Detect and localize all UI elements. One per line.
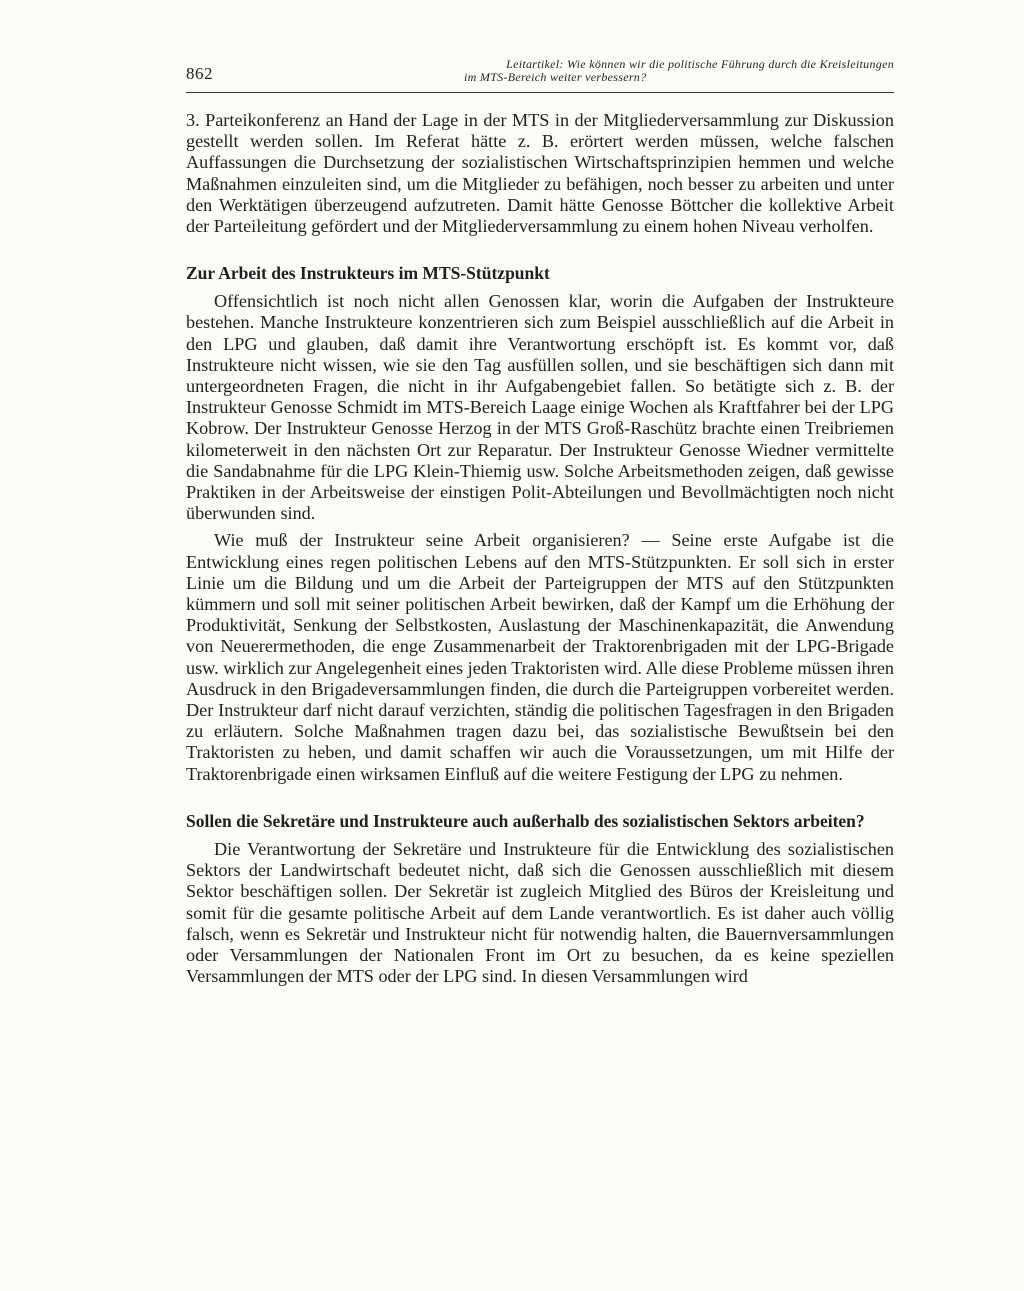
paragraph-1: 3. Parteikonferenz an Hand der Lage in der MTS in der Mitgliederversammlung zur Diskussion gestellt werden sollen. Im Referat hätte z. B. erörtert werden müssen, welche falschen Auffassungen die Durchsetzung der sozialistischen Wirtschaftsprinzipien hemmen und welche Maßnahmen einzuleiten sind, um die Mitglieder zu befähigen, noch besser zu arbeiten und unter den Werktätigen überzeugend aufzutreten. Damit hätte Genosse Böttcher die kollektive Arbeit der Parteileitung gefördert und der Mitgliederversammlung zu einem hohen Niveau verholfen. xyxy=(186,110,894,237)
page-header xyxy=(186,58,894,93)
section-heading-sekretaere: Sollen die Sekretäre und Instrukteure auch außerhalb des sozialistischen Sektors arbeiten? xyxy=(186,810,865,831)
running-head-line-1: Leitartikel: Wie können wir die politische Führung durch die Kreisleitungen xyxy=(506,57,894,71)
paragraph-4: Die Verantwortung der Sekretäre und Instrukteure für die Entwicklung des sozialistischen Sektors der Landwirtschaft bedeutet nicht, daß sich die Genossen ausschließlich mit diesem Sektor beschäftigen sollen. Der Sekretär ist zugleich Mitglied des Büros der Kreisleitung und somit für die gesamte politische Arbeit auf dem Lande verantwortlich. Es ist daher auch völlig falsch, wenn es Sekretär und Instrukteur nicht für notwendig halten, die Bauernversammlungen oder Versammlungen der Nationalen Front im Ort zu besuchen, da es keine speziellen Versammlungen der MTS oder der LPG sind. In diesen Versammlungen wird xyxy=(186,838,894,987)
paragraph-3: Wie muß der Instrukteur seine Arbeit organisieren? — Seine erste Aufgabe ist die Entwicklung eines regen politischen Lebens auf den MTS-Stützpunkten. Er soll sich in erster Linie um die Bildung und um die Arbeit der Parteigruppen der MTS auf den Stützpunkten kümmern und soll mit seiner politischen Arbeit bewirken, daß der Kampf um die Erhöhung der Produktivität, Senkung der Selbstkosten, Auslastung der Maschinenkapazität, die Anwendung von Neuerermethoden, die enge Zusammenarbeit der Traktorenbrigaden mit der LPG-Brigade usw. wirklich zur Angelegenheit eines jeden Traktoristen wird. Alle diese Probleme müssen ihren Ausdruck in den Brigadeversammlungen finden, die durch die Parteigruppen vorbereitet werden. Der Instrukteur darf nicht darauf verzichten, ständig die politischen Tagesfragen in den Brigaden zu erläutern. Solche Maßnahmen tragen dazu bei, das sozialistische Bewußtsein bei den Traktoristen zu heben, und damit schaffen wir auch die Voraussetzungen, um mit Hilfe der Traktorenbrigade einen wirksamen Einfluß auf die weitere Festigung der LPG zu nehmen. xyxy=(186,530,894,784)
running-head-line-2: im MTS-Bereich weiter verbessern? xyxy=(464,70,647,84)
article-body xyxy=(186,110,894,987)
paragraph-2: Offensichtlich ist noch nicht allen Genossen klar, worin die Aufgaben der Instrukteure bestehen. Manche Instrukteure konzentrieren sich zum Beispiel ausschließlich auf die Arbeit in den LPG und glauben, daß damit ihre Verantwortung erschöpft ist. Es kommt vor, daß Instrukteure nicht wissen, wie sie den Tag ausfüllen sollen, und sie beschäftigen sich dann mit untergeordneten Fragen, die nicht in ihr Aufgabengebiet fallen. So betätigte sich z. B. der Instrukteur Genosse Schmidt im MTS-Bereich Laage einige Wochen als Kraftfahrer bei der LPG Kobrow. Der Instrukteur Genosse Herzog in der MTS Groß-Raschütz brachte einen Treibriemen kilometerweit in den nächsten Ort zur Reparatur. Der Instrukteur Genosse Wiedner vermittelte die Sandabnahme für die LPG Klein-Thiemig usw. Solche Arbeitsmethoden zeigen, daß gewisse Praktiken in der Arbeitsweise der einstigen Polit-Abteilungen und Bevollmächtigten noch nicht überwunden sind. xyxy=(186,291,894,524)
page-number: 862 xyxy=(186,64,213,83)
section-heading-instrukteur: Zur Arbeit des Instrukteurs im MTS-Stützpunkt xyxy=(186,263,550,284)
running-head xyxy=(374,58,894,84)
